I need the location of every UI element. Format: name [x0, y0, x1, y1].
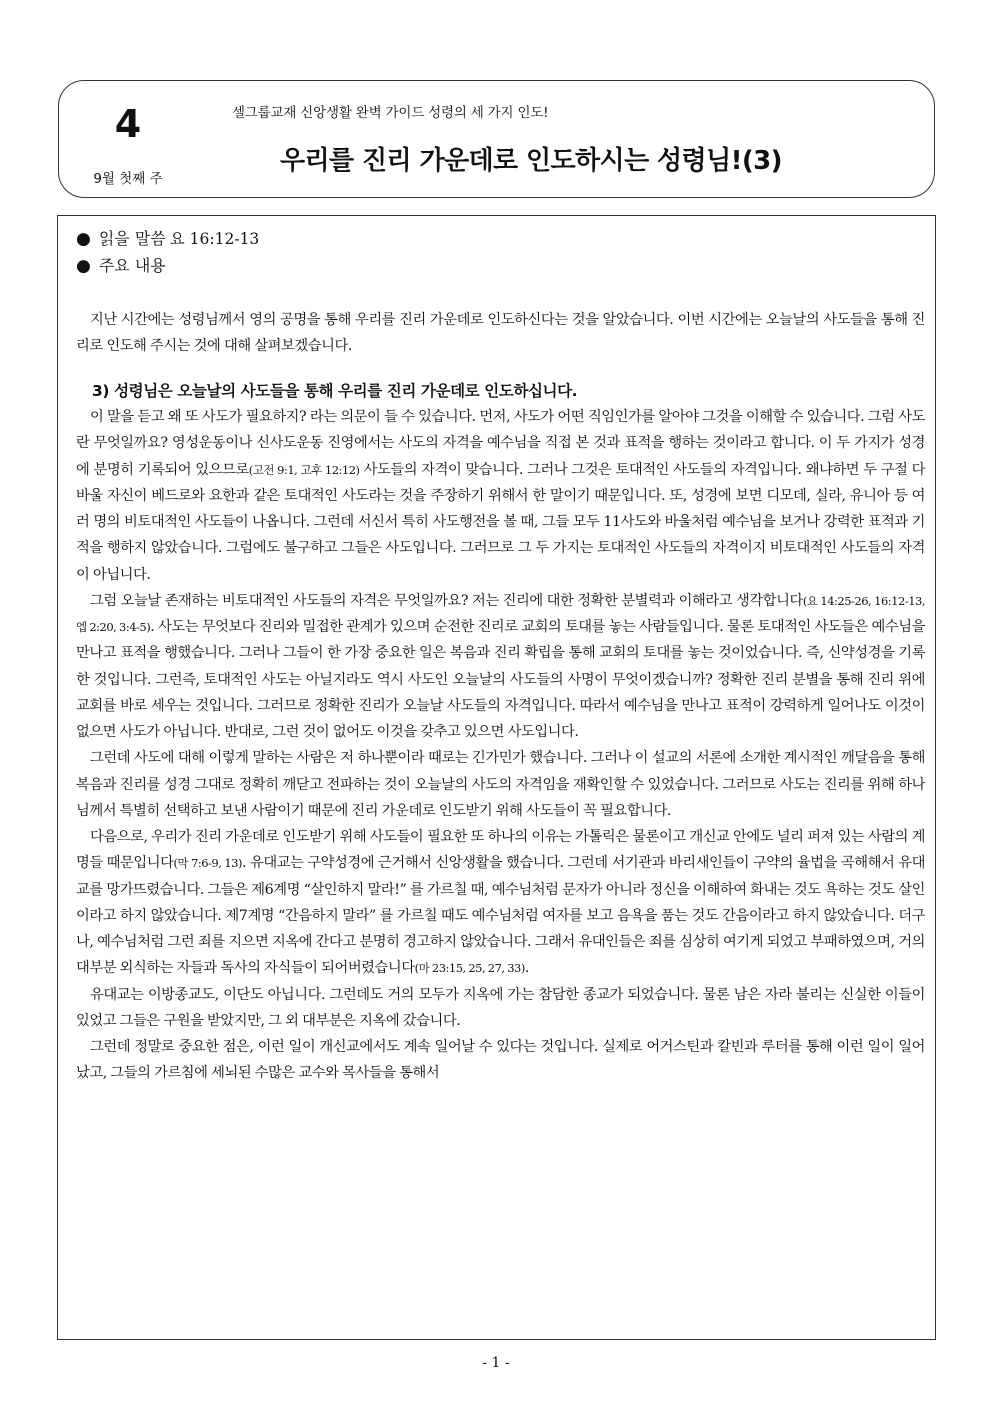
paragraph — [76, 824, 925, 982]
paragraph — [76, 745, 925, 824]
paragraph-text: 유대교는 이방종교도, 이단도 아닙니다. 그런데도 거의 모두가 지옥에 가는 참담한 종교가 되었습니다. 물론 남은 자라 불리는 신실한 이들이 있었고 그들은 구원을 받았지만, 그 외 대부분은 지옥에 갔습니다. — [76, 986, 925, 1029]
main-content-label: 주요 내용 — [98, 256, 166, 275]
lesson-number: 4 — [114, 102, 142, 146]
paragraph-text: . 사도는 무엇보다 진리와 밀접한 관계가 있으며 순전한 진리로 교회의 토대를 놓는 사람들입니다. 물론 토대적인 사도들은 예수님을 만나고 표적을 행했습니다. 그러나 그들이 한 가장 중요한 일은 복음과 진리 확립을 통해 교회의 토대를 놓는 것이었습니다. 즉, 신약성경을 기록한 것입니다. 그런즉, 토대적인 사도는 아닐지라도 역시 사도인 오늘날의 사도들의 사명이 무엇이겠습니까? 정확한 진리 분별을 통해 진리 위에 교회를 바로 세우는 것입니다. 그러므로 정확한 진리가 오늘날 사도들의 자격입니다. 따라서 예수님을 만나고 표적이 강력하게 일어나도 이것이 없으면 사도가 아닙니다. 반대로, 그런 것이 없어도 이것을 갖추고 있으면 사도입니다. — [76, 619, 925, 740]
paragraph-text: . — [524, 960, 529, 977]
body-text — [76, 404, 925, 1087]
paragraph-text: 이 말을 듣고 왜 또 사도가 필요하지? 라는 의문이 들 수 있습니다. 먼저, 사도가 어떤 직임인가를 알아야 그것을 이해할 수 있습니다. 그럼 사도란 무엇일까요? 영성운동이나 신사도운동 진영에서는 사도의 자격을 예수님을 직접 본 것과 표적을 행하는 것이라고 합니다. 이 두 가지가 성경에 분명히 기록되어 있으므로 — [76, 409, 925, 478]
scripture-line — [76, 226, 259, 249]
paragraph — [76, 1034, 925, 1087]
lesson-week: 9월 첫째 주 — [93, 171, 163, 187]
paragraph — [76, 588, 925, 746]
paragraph-text: . 유대교는 구약성경에 근거해서 신앙생활을 했습니다. 그런데 서기관과 바리새인들이 구약의 율법을 곡해해서 유대교를 망가뜨렸습니다. 그들은 제6계명 “살인하지 말라!” 를 가르칠 때, 예수님처럼 문자가 아니라 정신을 이해하여 화내는 것도 욕하는 것도 살인이라고 하지 않았습니다. 제7계명 “간음하지 말라” 를 가르칠 때도 예수님처럼 여자를 보고 음욕을 품는 것도 간음이라고 하지 않았습니다. 더구나, 예수님처럼 그런 죄를 지으면 지옥에 간다고 분명히 경고하지 않았습니다. 그래서 유대인들은 죄를 심상히 여기게 되었고 부패하였으며, 거의 대부분 외식하는 자들과 독사의 자식들이 되어버렸습니다 — [76, 855, 925, 977]
page-title: 우리를 진리 가운데로 인도하시는 성령님!(3) — [280, 146, 782, 176]
header-box — [58, 80, 935, 198]
paragraph-text: 사도들의 자격이 맞습니다. 그러나 그것은 토대적인 사도들의 자격입니다. 왜냐하면 두 구절 다 바울 자신이 베드로와 요한과 같은 토대적인 사도라는 것을 주장하기 위해서 한 말이기 때문입니다. 또, 성경에 보면 디모데, 실라, 유니아 등 여러 명의 비토대적인 사도들이 나옵니다. 그런데 서신서 특히 사도행전을 볼 때, 그들 모두 11사도와 바울처럼 예수님을 보거나 강력한 표적과 기적을 행하지 않았습니다. 그럼에도 불구하고 그들은 사도입니다. 그러므로 그 두 가지는 토대적인 사도들의 자격이지 비토대적인 사도들의 자격이 아닙니다. — [76, 461, 925, 583]
bible-reference: (고전 9:1, 고후 12:12) — [248, 462, 360, 477]
paragraph — [76, 982, 925, 1035]
series-title: 셀그룹교재 신앙생활 완벽 가이드 성령의 세 가지 인도! — [232, 105, 549, 121]
section-heading: 3) 성령님은 오늘날의 사도들을 통해 우리를 진리 가운데로 인도하십니다. — [92, 382, 578, 400]
paragraph-text: 그런데 사도에 대해 이렇게 말하는 사람은 저 하나뿐이라 때로는 긴가민가 했습니다. 그러나 이 설교의 서론에 소개한 계시적인 깨달음을 통해 복음과 진리를 성경 그대로 정확히 깨닫고 전파하는 것이 오늘날의 사도의 자격임을 재확인할 수 있었습니다. 그러므로 사도는 진리를 위해 하나님께서 특별히 선택하고 보낸 사람이기 때문에 진리 가운데로 인도받기 위해 사도들이 꼭 필요합니다. — [76, 750, 925, 819]
bible-reference: (요 14:25-26, 16:12-13, 엡 2:20, 3:4-5) — [76, 593, 925, 634]
scripture-reference: 요 16:12-13 — [169, 230, 260, 248]
paragraph-text: 그럼 오늘날 존재하는 비토대적인 사도들의 자격은 무엇일까요? 저는 진리에 대한 정확한 분별력과 이해라고 생각합니다 — [90, 592, 803, 609]
intro-text: 지난 시간에는 성령님께서 영의 공명을 통해 우리를 진리 가운데로 인도하신다는 것을 알았습니다. 이번 시간에는 오늘날의 사도들을 통해 진리로 인도해 주시는 것에 대해 살펴보겠습니다. — [76, 312, 925, 355]
page-number: - 1 - — [482, 1355, 510, 1371]
bible-reference: (마 23:15, 25, 27, 33) — [414, 961, 525, 976]
paragraph-text: 다음으로, 우리가 진리 가운데로 인도받기 위해 사도들이 필요한 또 하나의 이유는 가톨릭은 물론이고 개신교 안에도 널리 퍼져 있는 사람의 계명들 때문입니다 — [76, 829, 925, 872]
bullet-icon: ● — [76, 229, 91, 249]
bullet-icon: ● — [76, 256, 91, 276]
scripture-label: 읽을 말씀 — [98, 229, 166, 248]
paragraph-text: 그런데 정말로 중요한 점은, 이런 일이 개신교에서도 계속 일어날 수 있다는 것입니다. 실제로 어거스틴과 칼빈과 루터를 통해 이런 일이 일어났고, 그들의 가르침에 세뇌된 수많은 교수와 목사들을 통해서 — [76, 1039, 925, 1082]
paragraph — [76, 404, 925, 588]
main-content-line — [76, 253, 166, 276]
bible-reference: (막 7:6-9, 13) — [173, 856, 242, 871]
intro-paragraph — [76, 307, 925, 360]
